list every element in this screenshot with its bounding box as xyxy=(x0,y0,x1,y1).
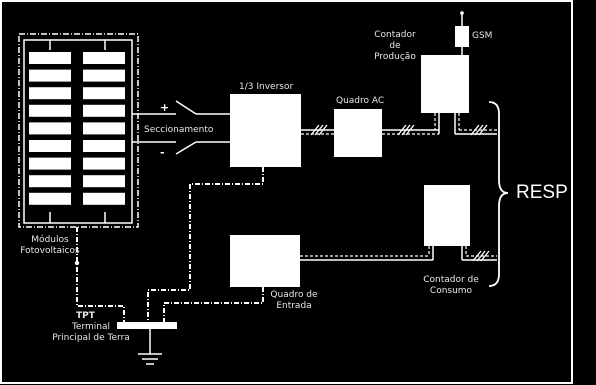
inversor-label: 1/3 Inversor xyxy=(239,82,294,92)
contador-producao-box xyxy=(421,55,469,113)
pv-panel xyxy=(83,140,125,152)
pv-panel xyxy=(29,175,71,187)
quadro-ac-label: Quadro AC xyxy=(336,96,385,106)
pv-panel xyxy=(83,87,125,99)
quadro-ac-box xyxy=(334,109,382,157)
terminal-label: Terminal Principal de Terra xyxy=(52,322,130,343)
plus-sign: + xyxy=(160,101,170,114)
pv-panel xyxy=(83,175,125,187)
pv-panel xyxy=(29,105,71,117)
pv-panel xyxy=(83,70,125,82)
pv-panel xyxy=(29,193,71,205)
quadro-entrada-label: Quadro de Entrada xyxy=(270,290,318,311)
seccionamento-label: Seccionamento xyxy=(144,125,214,135)
switch-blade-negative xyxy=(176,142,196,154)
tpt-label: TPT xyxy=(76,311,95,321)
quadro-entrada-box xyxy=(230,235,300,287)
inverter-box xyxy=(230,94,301,167)
contador-producao-label: Contador de Produção xyxy=(374,30,416,62)
pv-panel xyxy=(83,122,125,134)
ground-symbol xyxy=(138,354,162,364)
modulos-label: Módulos Fotovoltaicos xyxy=(20,235,80,256)
pv-panel xyxy=(29,70,71,82)
contador-consumo-box xyxy=(424,185,470,246)
pv-panel xyxy=(29,140,71,152)
gsm-modem-box xyxy=(455,26,469,47)
pv-panel xyxy=(29,52,71,64)
pv-panel xyxy=(29,122,71,134)
pv-panel xyxy=(29,158,71,170)
pv-panels xyxy=(29,52,125,205)
contador-consumo-label: Contador de Consumo xyxy=(423,275,479,296)
switch-blade-positive xyxy=(176,101,196,114)
minus-sign: - xyxy=(160,146,165,159)
pv-panel xyxy=(83,105,125,117)
pv-panel xyxy=(29,87,71,99)
pv-panel xyxy=(83,193,125,205)
resp-label: RESP xyxy=(516,182,568,203)
pv-panel xyxy=(83,52,125,64)
pv-panel xyxy=(83,158,125,170)
gsm-label: GSM xyxy=(472,31,493,41)
